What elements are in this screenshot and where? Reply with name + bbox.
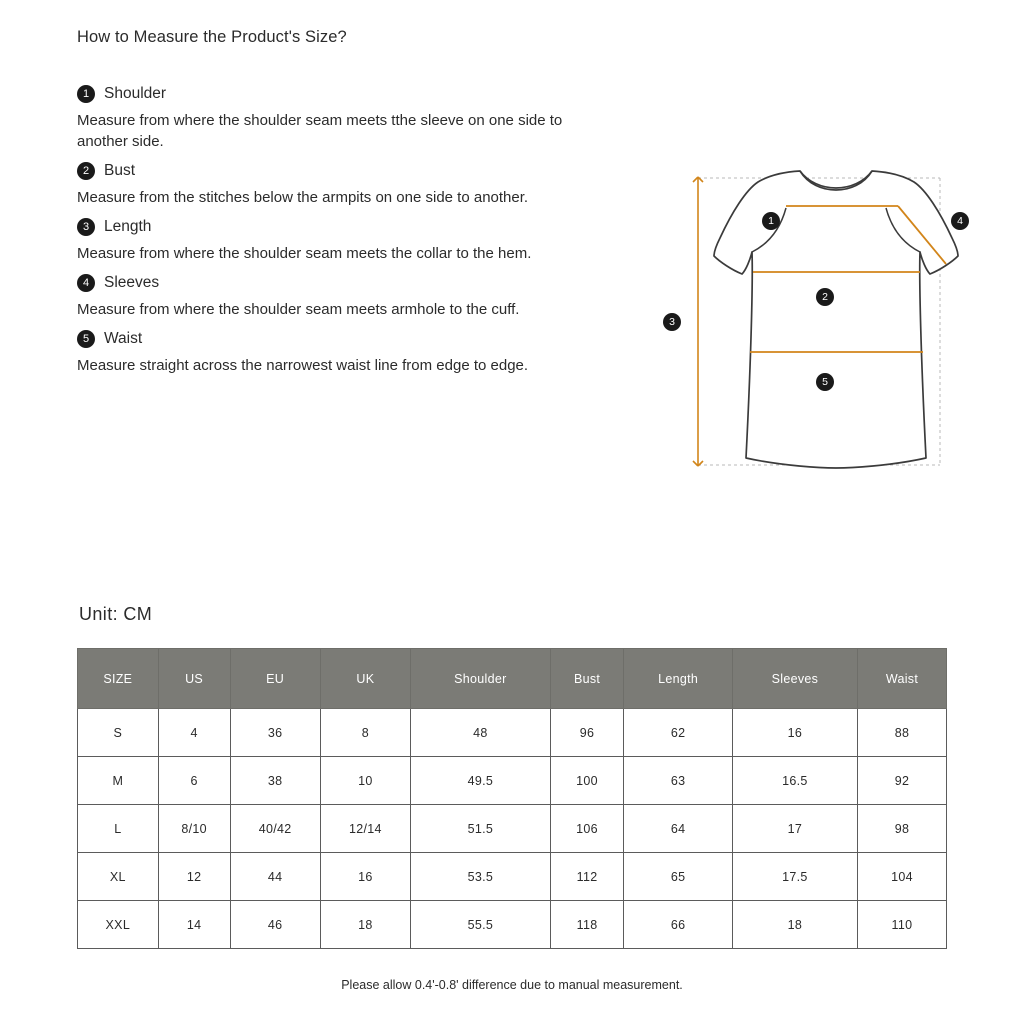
diagram-marker-1-shoulder: 1 xyxy=(762,212,780,230)
step-text-sleeves: Measure from where the shoulder seam meets armhole to the cuff. xyxy=(77,301,520,318)
cell-eu: 40/42 xyxy=(230,805,320,853)
col-header-eu: EU xyxy=(230,649,320,709)
step-number-badge-1: 1 xyxy=(77,85,95,103)
step-number-badge-4: 4 xyxy=(77,274,95,292)
step-bust xyxy=(77,162,637,208)
cell-length: 65 xyxy=(624,853,733,901)
cell-bust: 100 xyxy=(550,757,624,805)
cell-shoulder: 51.5 xyxy=(410,805,550,853)
table-row xyxy=(78,853,947,901)
cell-shoulder: 53.5 xyxy=(410,853,550,901)
cell-eu: 44 xyxy=(230,853,320,901)
cell-sleeves: 16.5 xyxy=(732,757,857,805)
size-chart-table xyxy=(77,648,947,949)
step-sleeves xyxy=(77,274,637,320)
cell-size: XL xyxy=(78,853,159,901)
length-arrow xyxy=(693,177,703,466)
table-row xyxy=(78,805,947,853)
step-header xyxy=(77,330,637,348)
unit-label: Unit: CM xyxy=(79,604,153,624)
cell-waist: 110 xyxy=(857,901,946,949)
step-header xyxy=(77,218,637,236)
table-row xyxy=(78,757,947,805)
col-header-waist: Waist xyxy=(857,649,946,709)
cell-us: 14 xyxy=(158,901,230,949)
cell-eu: 36 xyxy=(230,709,320,757)
step-length xyxy=(77,218,637,264)
step-shoulder xyxy=(77,85,637,152)
cell-waist: 104 xyxy=(857,853,946,901)
step-number-badge-3: 3 xyxy=(77,218,95,236)
step-number-badge-5: 5 xyxy=(77,330,95,348)
cell-length: 64 xyxy=(624,805,733,853)
cell-bust: 112 xyxy=(550,853,624,901)
step-text-length: Measure from where the shoulder seam meets the collar to the hem. xyxy=(77,245,532,262)
table-row xyxy=(78,901,947,949)
cell-uk: 8 xyxy=(320,709,410,757)
step-waist xyxy=(77,330,637,376)
cell-us: 6 xyxy=(158,757,230,805)
cell-sleeves: 17 xyxy=(732,805,857,853)
col-header-length: Length xyxy=(624,649,733,709)
cell-shoulder: 55.5 xyxy=(410,901,550,949)
cell-sleeves: 17.5 xyxy=(732,853,857,901)
step-text-shoulder: Measure from where the shoulder seam meets tthe sleeve on one side to another side. xyxy=(77,112,563,150)
col-header-size: SIZE xyxy=(78,649,159,709)
cell-sleeves: 16 xyxy=(732,709,857,757)
cell-us: 12 xyxy=(158,853,230,901)
cell-length: 62 xyxy=(624,709,733,757)
cell-length: 66 xyxy=(624,901,733,949)
table-header-row xyxy=(78,649,947,709)
diagram-marker-3-length: 3 xyxy=(663,313,681,331)
cell-uk: 18 xyxy=(320,901,410,949)
step-text-bust: Measure from the stitches below the armpits on one side to another. xyxy=(77,189,529,206)
cell-uk: 12/14 xyxy=(320,805,410,853)
cell-uk: 10 xyxy=(320,757,410,805)
cell-waist: 92 xyxy=(857,757,946,805)
diagram-marker-2-bust: 2 xyxy=(816,288,834,306)
cell-bust: 106 xyxy=(550,805,624,853)
measurement-disclaimer: Please allow 0.4'-0.8' difference due to manual measurement. xyxy=(341,978,683,992)
cell-bust: 96 xyxy=(550,709,624,757)
table-row xyxy=(78,709,947,757)
cell-size: L xyxy=(78,805,159,853)
cell-size: M xyxy=(78,757,159,805)
cell-bust: 118 xyxy=(550,901,624,949)
table-body xyxy=(78,709,947,949)
measure-instructions xyxy=(77,75,637,382)
step-title-bust: Bust xyxy=(104,162,136,179)
diagram-marker-5-waist: 5 xyxy=(816,373,834,391)
cell-shoulder: 48 xyxy=(410,709,550,757)
step-header xyxy=(77,162,637,180)
cell-size: S xyxy=(78,709,159,757)
cell-length: 63 xyxy=(624,757,733,805)
step-number-badge-2: 2 xyxy=(77,162,95,180)
tshirt-measurement-diagram xyxy=(640,160,1000,490)
step-header xyxy=(77,274,637,292)
cell-us: 4 xyxy=(158,709,230,757)
cell-us: 8/10 xyxy=(158,805,230,853)
cell-size: XXL xyxy=(78,901,159,949)
step-title-shoulder: Shoulder xyxy=(104,85,167,102)
table-head xyxy=(78,649,947,709)
cell-sleeves: 18 xyxy=(732,901,857,949)
step-title-sleeves: Sleeves xyxy=(104,274,160,291)
cell-eu: 38 xyxy=(230,757,320,805)
tshirt-svg xyxy=(640,160,1000,490)
col-header-bust: Bust xyxy=(550,649,624,709)
col-header-us: US xyxy=(158,649,230,709)
page-title: How to Measure the Product's Size? xyxy=(77,28,347,46)
diagram-marker-4-sleeves: 4 xyxy=(951,212,969,230)
step-title-waist: Waist xyxy=(104,330,143,347)
cell-waist: 88 xyxy=(857,709,946,757)
step-title-length: Length xyxy=(104,218,152,235)
cell-uk: 16 xyxy=(320,853,410,901)
col-header-uk: UK xyxy=(320,649,410,709)
cell-shoulder: 49.5 xyxy=(410,757,550,805)
col-header-sleeves: Sleeves xyxy=(732,649,857,709)
col-header-shoulder: Shoulder xyxy=(410,649,550,709)
cell-waist: 98 xyxy=(857,805,946,853)
step-text-waist: Measure straight across the narrowest waist line from edge to edge. xyxy=(77,357,529,374)
tshirt-outline xyxy=(714,171,958,468)
step-header xyxy=(77,85,637,103)
cell-eu: 46 xyxy=(230,901,320,949)
